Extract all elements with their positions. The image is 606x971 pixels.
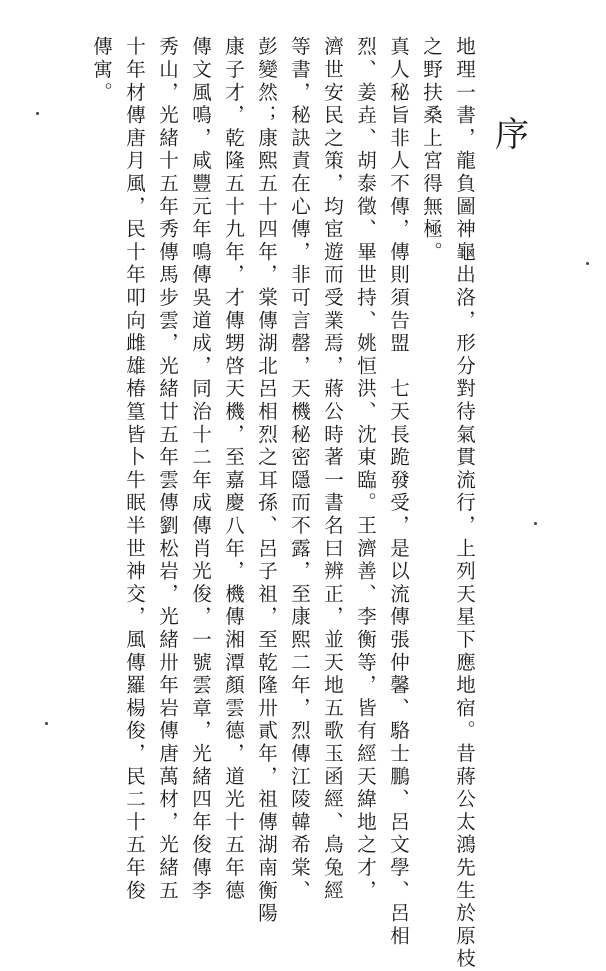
text-column-8: 康子才，乾隆五十九年，才傳甥啓天機，至嘉慶八年，機傳湘潭顏雲德，道光十五年德 (222, 36, 245, 903)
scan-speck (534, 522, 537, 525)
text-column-7: 彭變然；康熙五十四年，棠傳湖北呂相烈之耳孫、呂子祖，至乾隆卅貳年，祖傳湖南衡陽 (255, 36, 278, 926)
text-column-1: 地理一書，龍負圖神龜出洛，形分對待氣貫流行，上列天星下應地宿。昔蔣公太鴻先生於原枝 (453, 36, 476, 971)
text-column-4: 烈、姜垚、胡泰徵、畢世持、姚恒洪、沈東臨。王濟善、李衡等，皆有經天緯地之才， (354, 36, 377, 903)
text-column-3: 真人秘旨非人不傳，傳則須告盟 七天長跪發受，是以流傳張仲馨、駱士鵬、呂文學、呂相 (387, 36, 410, 948)
preface-heading: 序 (495, 115, 529, 155)
text-column-9: 傳文風鳴，咸豐元年鳴傳吳道成，同治十二年成傳肖光俊，一號雲章，光緒四年俊傳李 (189, 36, 212, 903)
scan-speck (45, 722, 48, 725)
text-column-2: 之野扶桑上宮得無極。 (420, 36, 443, 264)
scan-speck (586, 262, 589, 265)
scan-speck (36, 112, 39, 115)
text-column-11: 十年材傳唐月風，民十年叩向雌雄椿篁皆卜牛眠半世神交，風傳羅楊俊，民二十五年俊 (123, 36, 146, 903)
text-column-6: 等書，秘訣責在心傳，非可言罄，天機秘密隱而不露，至康熙二年，烈傳江陵韓希棠、 (288, 36, 311, 903)
text-column-12: 傳寓。 (90, 36, 113, 105)
text-column-10: 秀山，光緒十五年秀傳馬步雲，光緒廿五年雲傳劉松岩，光緒卅年岩傳唐萬材，光緒五 (156, 36, 179, 903)
text-column-5: 濟世安民之策，均宦遊而受業焉，蔣公時著一書名曰辨正，並天地五歌玉函經、鳥兔經 (321, 36, 344, 903)
